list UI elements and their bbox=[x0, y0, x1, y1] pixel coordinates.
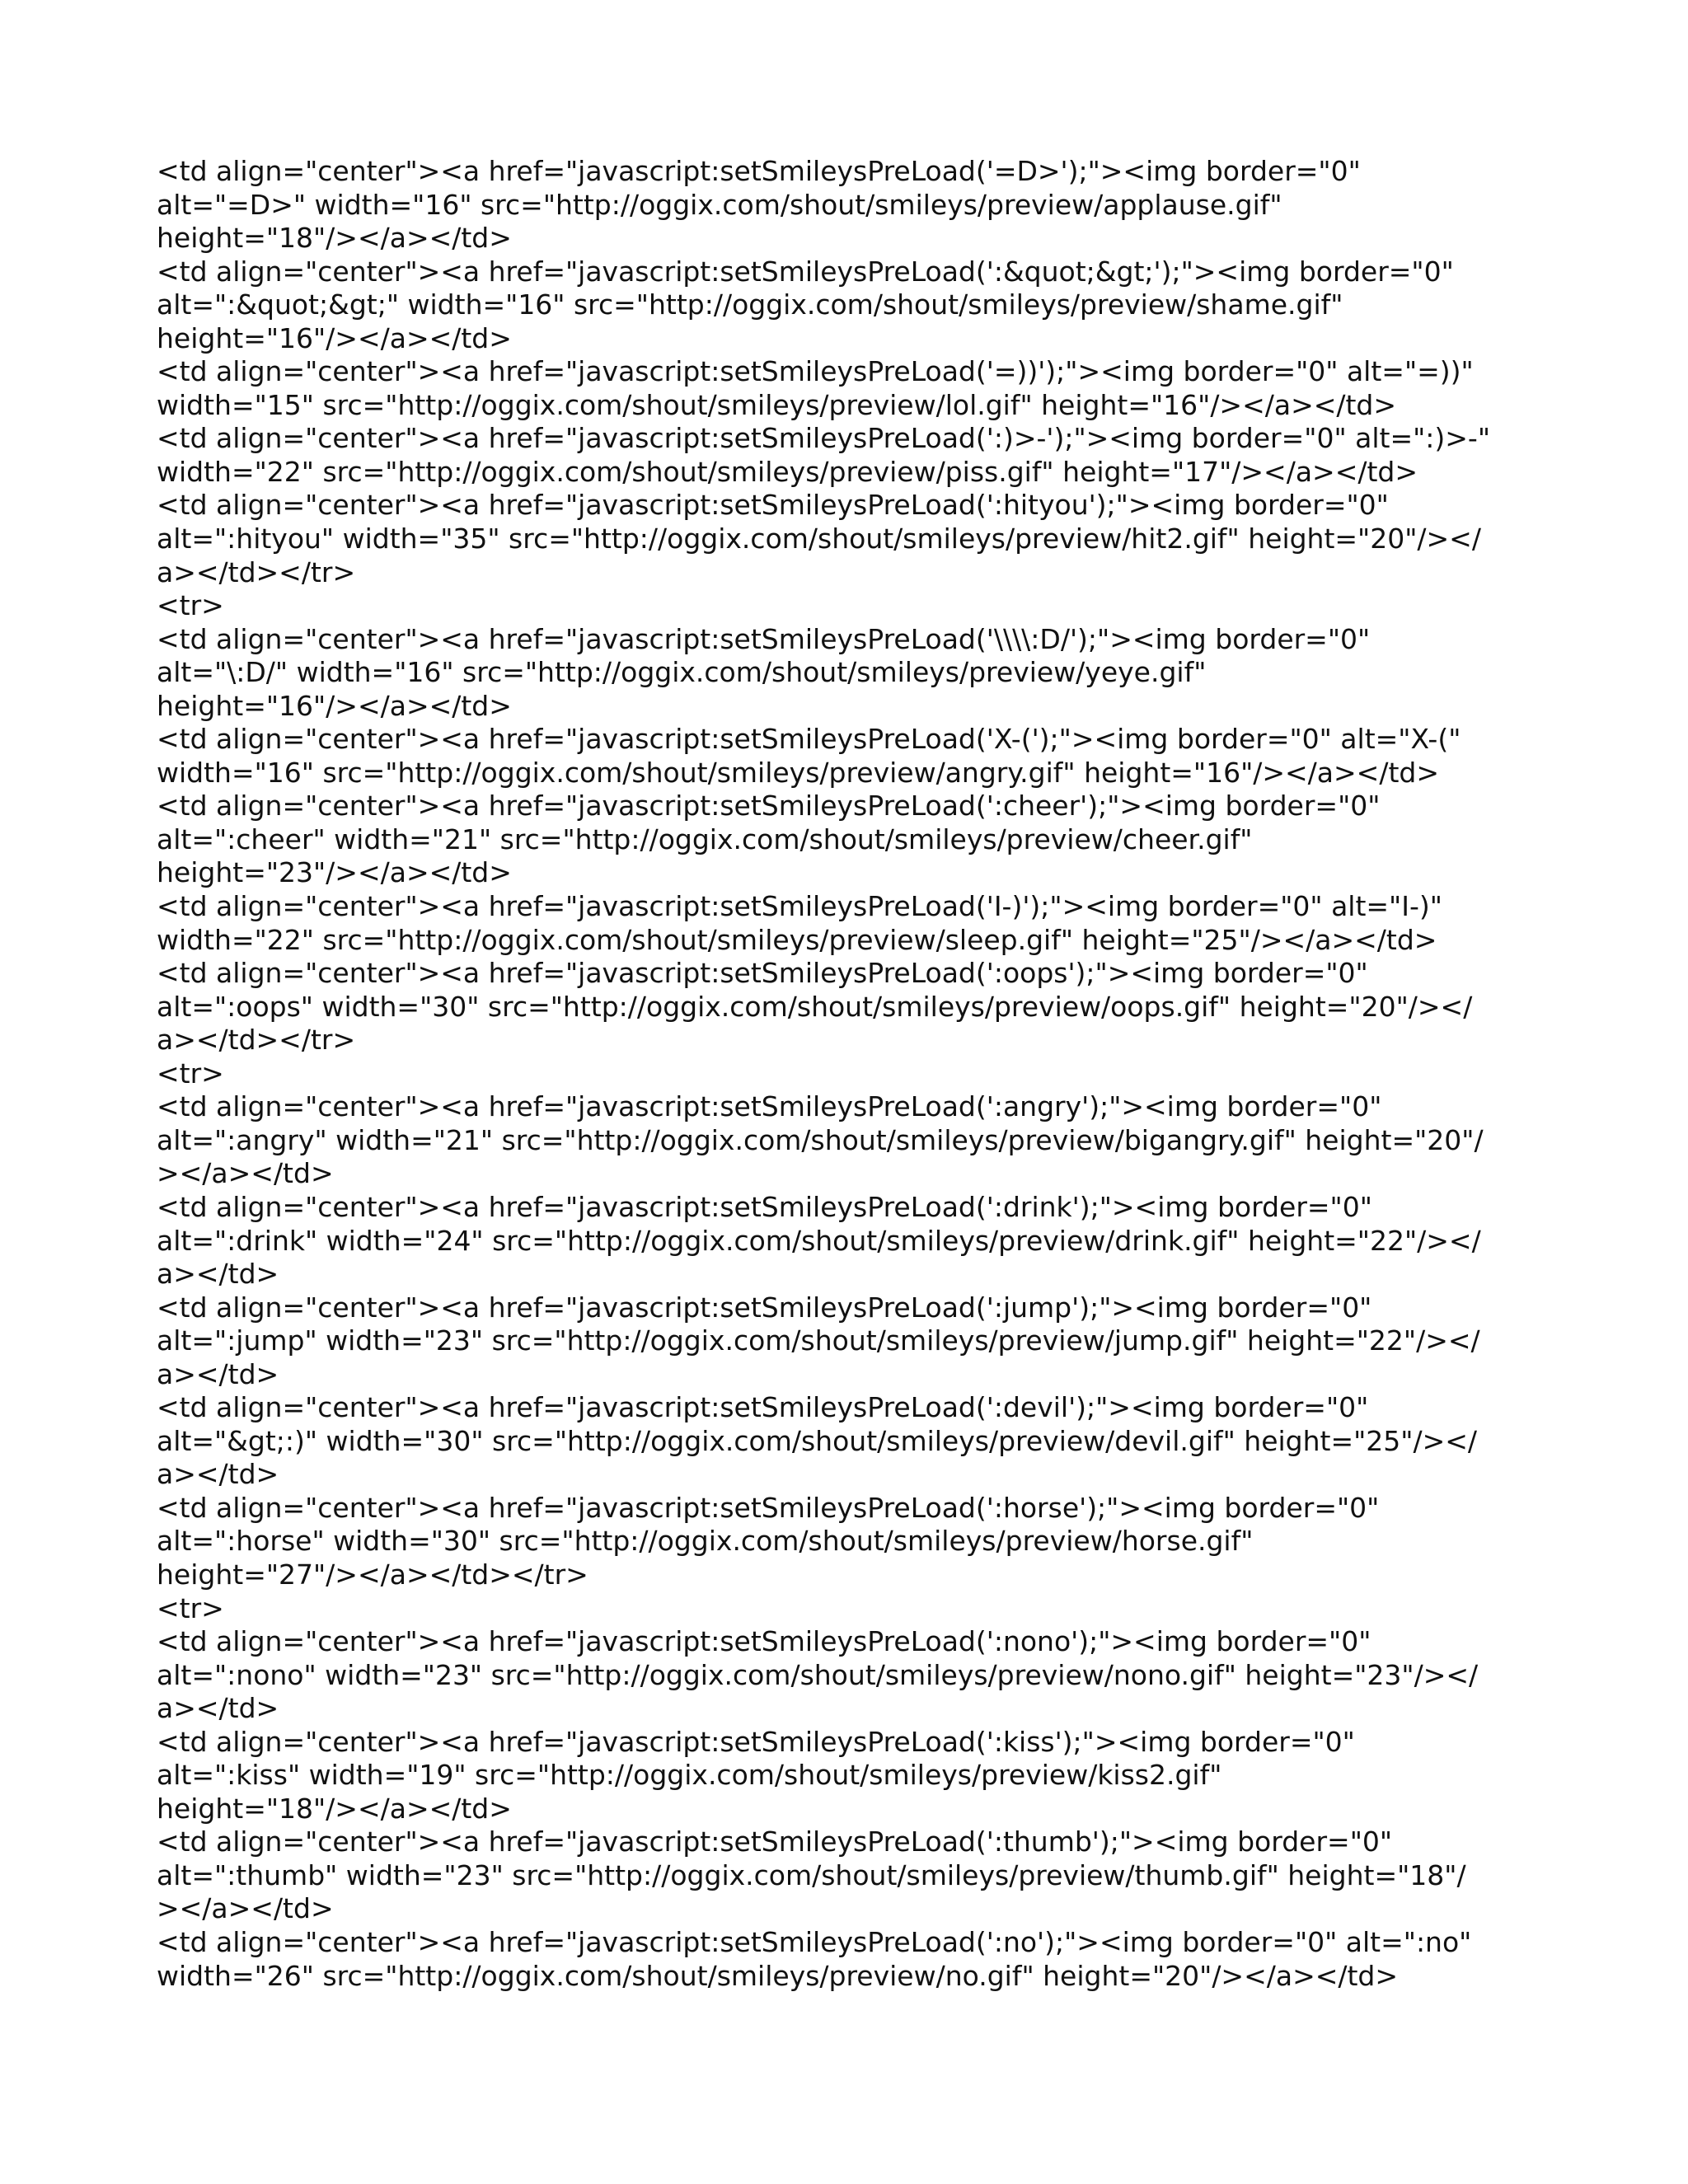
document-line: a></td> bbox=[157, 1258, 279, 1291]
document-line: <td align="center"><a href="javascript:setSmileysPreLoad(':cheer');"><img border="0" bbox=[157, 790, 1381, 823]
document-line: alt=":angry" width="21" src="http://oggix.com/shout/smileys/preview/bigangry.gif" height="20"/ bbox=[157, 1123, 1484, 1156]
document-line: a></td></tr> bbox=[157, 1024, 356, 1057]
document-line: a></td> bbox=[157, 1692, 279, 1725]
document-line: alt=":jump" width="23" src="http://oggix.com/shout/smileys/preview/jump.gif" height="22"/></ bbox=[157, 1324, 1480, 1357]
document-line: <td align="center"><a href="javascript:setSmileysPreLoad(':hityou');"><img border="0" bbox=[157, 489, 1389, 522]
document-line: a></td> bbox=[157, 1357, 279, 1390]
document-line: <tr> bbox=[157, 1057, 224, 1090]
document-line: <td align="center"><a href="javascript:setSmileysPreLoad(':nono');"><img border="0" bbox=[157, 1625, 1372, 1658]
document-line: alt=":hityou" width="35" src="http://oggix.com/shout/smileys/preview/hit2.gif" height="20"/></ bbox=[157, 523, 1481, 555]
document-line: <td align="center"><a href="javascript:setSmileysPreLoad('X-(');"><img border="0" alt="X-(" bbox=[157, 723, 1461, 756]
document-line: ></a></td> bbox=[157, 1892, 334, 1925]
document-line: <td align="center"><a href="javascript:setSmileysPreLoad(':jump');"><img border="0" bbox=[157, 1291, 1372, 1324]
document-line: a></td> bbox=[157, 1458, 279, 1491]
document-line: <td align="center"><a href="javascript:setSmileysPreLoad(':&quot;&gt;');"><img border="0" bbox=[157, 255, 1454, 288]
document-line: width="15" src="http://oggix.com/shout/smileys/preview/lol.gif" height="16"/></a></td> bbox=[157, 388, 1397, 421]
document-line: alt="\:D/" width="16" src="http://oggix.com/shout/smileys/preview/yeye.gif" bbox=[157, 656, 1207, 689]
document-line: <td align="center"><a href="javascript:setSmileysPreLoad('\\\\:D/');"><img border="0" bbox=[157, 622, 1371, 655]
document-line: alt=":horse" width="30" src="http://oggix.com/shout/smileys/preview/horse.gif" bbox=[157, 1525, 1254, 1558]
document-line: <tr> bbox=[157, 589, 224, 622]
document-line: height="16"/></a></td> bbox=[157, 321, 512, 354]
document-line: <td align="center"><a href="javascript:setSmileysPreLoad(':thumb');"><img border="0" bbox=[157, 1825, 1393, 1858]
document-line: alt=":&quot;&gt;" width="16" src="http://oggix.com/shout/smileys/preview/shame.gif" bbox=[157, 288, 1343, 321]
document-line: height="27"/></a></td></tr> bbox=[157, 1558, 588, 1591]
document-line: height="16"/></a></td> bbox=[157, 689, 512, 722]
document-line: width="22" src="http://oggix.com/shout/smileys/preview/piss.gif" height="17"/></a></td> bbox=[157, 455, 1418, 488]
document-line: <td align="center"><a href="javascript:setSmileysPreLoad(':no');"><img border="0" alt=":no" bbox=[157, 1925, 1472, 1958]
document-line: width="22" src="http://oggix.com/shout/smileys/preview/sleep.gif" height="25"/></a></td> bbox=[157, 923, 1437, 956]
document-line: alt=":nono" width="23" src="http://oggix.com/shout/smileys/preview/nono.gif" height="23"/></ bbox=[157, 1658, 1479, 1691]
document-line: <td align="center"><a href="javascript:setSmileysPreLoad(':devil');"><img border="0" bbox=[157, 1391, 1369, 1424]
document-line: alt=":kiss" width="19" src="http://oggix.com/shout/smileys/preview/kiss2.gif" bbox=[157, 1759, 1222, 1792]
document-line: height="18"/></a></td> bbox=[157, 222, 512, 255]
document-line: <td align="center"><a href="javascript:setSmileysPreLoad('=))');"><img border="0" alt="=))" bbox=[157, 355, 1474, 388]
document-line: width="26" src="http://oggix.com/shout/smileys/preview/no.gif" height="20"/></a></td> bbox=[157, 1959, 1399, 1992]
document-line: alt="=D>" width="16" src="http://oggix.com/shout/smileys/preview/applause.gif" bbox=[157, 188, 1282, 221]
document-line: <td align="center"><a href="javascript:setSmileysPreLoad(':oops');"><img border="0" bbox=[157, 957, 1368, 990]
document-line: alt=":drink" width="24" src="http://oggix.com/shout/smileys/preview/drink.gif" height="22"/></ bbox=[157, 1224, 1481, 1257]
document-line: height="23"/></a></td> bbox=[157, 856, 512, 889]
document-line: <td align="center"><a href="javascript:setSmileysPreLoad(':kiss');"><img border="0" bbox=[157, 1725, 1355, 1758]
document-line: alt="&gt;:)" width="30" src="http://oggix.com/shout/smileys/preview/devil.gif" height="25"/></ bbox=[157, 1424, 1477, 1457]
document-line: <td align="center"><a href="javascript:setSmileysPreLoad(':)>-');"><img border="0" alt=":)>-" bbox=[157, 422, 1490, 455]
document-line: <td align="center"><a href="javascript:setSmileysPreLoad(':horse');"><img border="0" bbox=[157, 1491, 1380, 1524]
document-line: <td align="center"><a href="javascript:setSmileysPreLoad(':drink');"><img border="0" bbox=[157, 1190, 1372, 1223]
document-line: alt=":thumb" width="23" src="http://oggix.com/shout/smileys/preview/thumb.gif" height="18"/ bbox=[157, 1858, 1466, 1891]
document-line: alt=":cheer" width="21" src="http://oggix.com/shout/smileys/preview/cheer.gif" bbox=[157, 823, 1253, 855]
document-line: alt=":oops" width="30" src="http://oggix.com/shout/smileys/preview/oops.gif" height="20"/></ bbox=[157, 990, 1473, 1023]
document-line: <td align="center"><a href="javascript:setSmileysPreLoad('=D>');"><img border="0" bbox=[157, 155, 1361, 187]
document-line: a></td></tr> bbox=[157, 555, 356, 588]
document-line: <td align="center"><a href="javascript:setSmileysPreLoad('I-)');"><img border="0" alt="I-)" bbox=[157, 890, 1442, 923]
document-line: ></a></td> bbox=[157, 1157, 334, 1190]
document-body bbox=[157, 155, 1541, 1993]
document-line: height="18"/></a></td> bbox=[157, 1792, 512, 1825]
document-line: <tr> bbox=[157, 1591, 224, 1624]
document-line: <td align="center"><a href="javascript:setSmileysPreLoad(':angry');"><img border="0" bbox=[157, 1090, 1382, 1123]
document-line: width="16" src="http://oggix.com/shout/smileys/preview/angry.gif" height="16"/></a></td> bbox=[157, 756, 1439, 789]
